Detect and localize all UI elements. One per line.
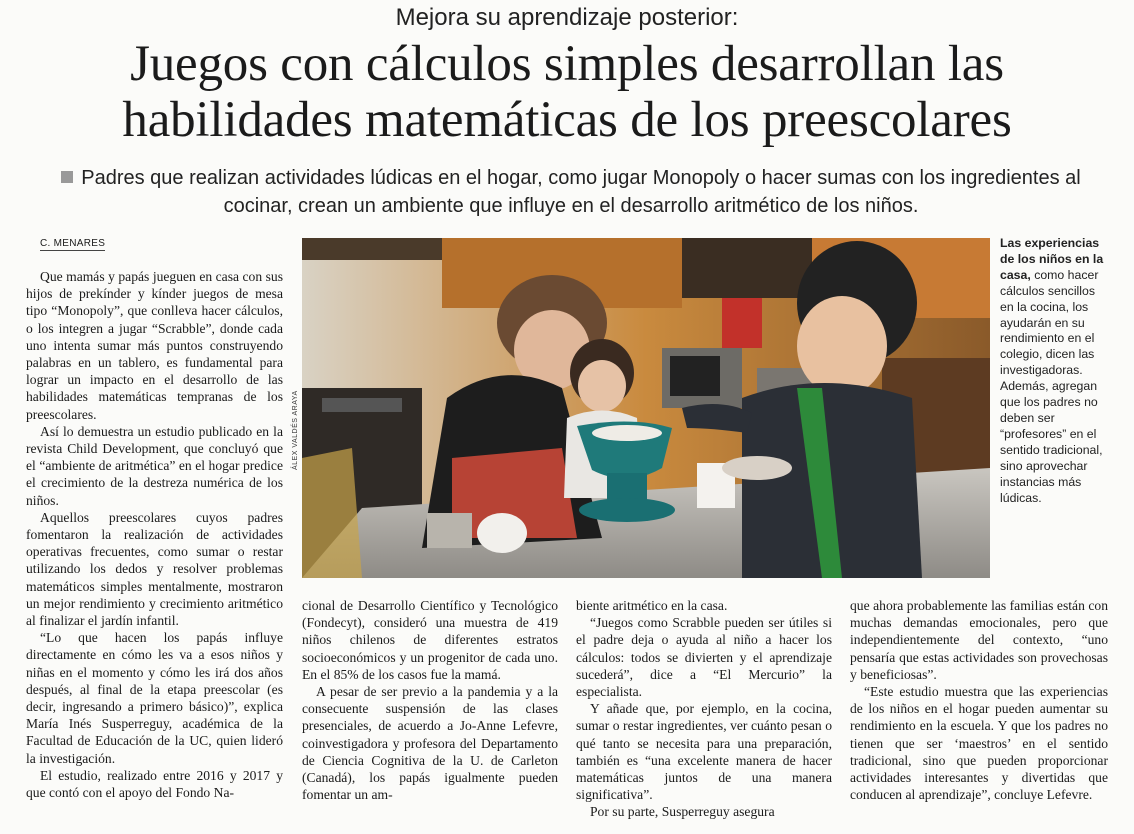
column-4 <box>850 597 1108 803</box>
paragraph: “Este estudio muestra que las experiencias de los niños en el hogar pueden aumentar su rendimiento en la escuela. Y que los padres no tienen que ser ‘maestros’ en el sentido tradicional, sino que pueden proporcionar actividades interesantes y divertidas que conducen al aprendizaje”, concluye Lefevre. <box>850 684 1108 803</box>
headline <box>10 36 1124 148</box>
paragraph: Por su parte, Susperreguy asegura <box>590 804 775 820</box>
article-photo <box>302 238 990 578</box>
deck-square-icon <box>61 171 73 183</box>
caption-lead: Las experiencias de los niños en la casa, <box>1000 236 1104 282</box>
paragraph: Y añade que, por ejemplo, en la cocina, sumar o restar ingredientes, ver cuánto pesan o qué tanto se necesita para una preparación, también es “una excelente manera de hacer matemáticas juntos de una manera significativa”. <box>576 701 832 803</box>
kitchen-scene-image <box>302 238 990 578</box>
column-3 <box>576 597 832 821</box>
photo-caption <box>1000 236 1112 506</box>
headline-line-1: Juegos con cálculos simples desarrollan las <box>130 36 1004 92</box>
column-2 <box>302 597 558 803</box>
caption-text: como hacer cálculos sencillos en la cocina, los ayudarán en su rendimiento en el colegio, dicen las investigadoras. Además, agregan que los padres no deben ser “profesores” en el sentido tradicional, sino aprovechar instancias más lúdicas. <box>1000 267 1103 505</box>
deck <box>28 164 1114 220</box>
byline: C. MENARES <box>40 238 106 249</box>
paragraph: El estudio, realizado entre 2016 y 2017 y que contó con el apoyo del Fondo Na- <box>26 767 283 801</box>
paragraph: “Juegos como Scrabble pueden ser útiles si el padre deja o ayuda al niño a hacer los cálculos: todos se divierten y el aprendizaje sucederá”, dice a “El Mercurio” la especialista. <box>576 615 832 700</box>
deck-text: Padres que realizan actividades lúdicas en el hogar, como jugar Monopoly o hacer sumas con los ingredientes al cocinar, crean un ambiente que influye en el desarrollo aritmético de los niños. <box>81 167 1081 217</box>
paragraph: cional de Desarrollo Científico y Tecnológico (Fondecyt), consideró una muestra de 419 niños chilenos de diferentes estratos socioeconómicos y un progenitor de cada uno. En el 85% de los casos fue la mamá. <box>302 598 558 682</box>
paragraph: que ahora probablemente las familias están con muchas demandas emocionales, pero que independientemente del contexto, “uno pensaría que estas actividades son provechosas y beneficiosas”. <box>850 598 1108 682</box>
paragraph: A pesar de ser previo a la pandemia y a la consecuente suspensión de las clases presenciales, de acuerdo a Jo-Anne Lefevre, coinvestigadora y profesora del Departamento de Ciencia Cognitiva de la U. de Carleton (Canadá), los papás igualmente pueden fomentar un am- <box>302 684 558 803</box>
paragraph: Que mamás y papás jueguen en casa con sus hijos de prekínder y kínder juegos de mesa tipo “Monopoly”, que conlleva hacer cálculos, o los integren a jugar “Scrabble”, donde cada uno intenta sumar más puntos construyendo palabras en un tablero, es fundamental para lograr un impacto en el desarrollo de las habilidades matemáticas tempranas de los preescolares. <box>26 269 283 422</box>
photo-credit: ÁLEX VALDÉS ARAYA <box>292 390 299 470</box>
kicker: Mejora su aprendizaje posterior: <box>395 4 739 31</box>
paragraph: biente aritmético en la casa. <box>576 598 728 613</box>
paragraph: Aquellos preescolares cuyos padres fomentaron la realización de actividades operativas frecuentes, como sumar o restar utilizando los dedos y resolver problemas matemáticos simples mentalmente, mostraron un mejor rendimiento y crecimiento aritmético al finalizar el jardín infantil. <box>26 509 283 629</box>
column-1 <box>26 268 283 801</box>
headline-line-2: habilidades matemáticas de los preescolares <box>122 92 1012 148</box>
paragraph: “Lo que hacen los papás influye directamente en cómo les va a esos niños y niñas en el momento y cómo les irá dos años después, al final de la etapa preescolar (es decir, ingresando a primero básico)”, explica María Inés Susperreguy, académica de la Facultad de Educación de la UC, quien lideró la investigación. <box>26 630 283 766</box>
paragraph: Así lo demuestra un estudio publicado en la revista Child Development, que concluyó que el “ambiente de aritmética” en el hogar predice el crecimiento de la destreza numérica de los niños. <box>26 423 283 508</box>
